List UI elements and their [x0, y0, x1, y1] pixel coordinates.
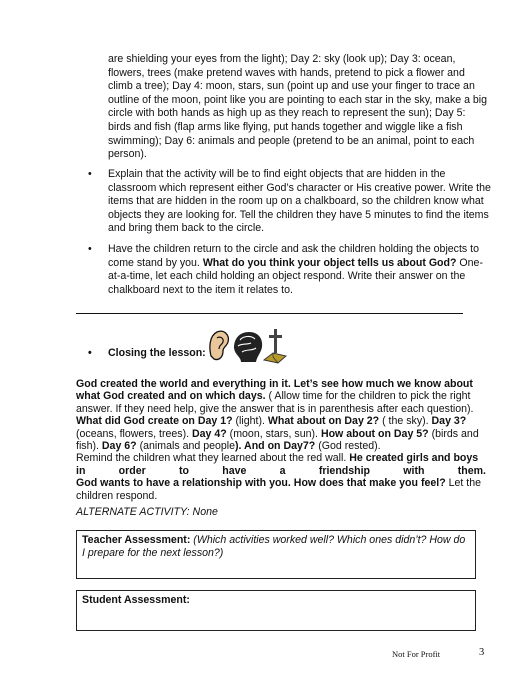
section-divider: [76, 313, 463, 314]
head-thinking-icon: [234, 332, 262, 362]
lesson-text-block: [76, 378, 486, 502]
continuation-paragraph: are shielding your eyes from the light); Day 2: sky (look up); Day 3: ocean, flowers, trees (make pretend waves with hands, pretend to pick a flower and climb a tree); Day 4: moon, stars, sun (point up and use your finger to trace an outline of the moon, point like you are pointing to each star in the sky, make a big circle with both hands as high up as they reach to represent the sun); Day 5: birds and fish (flap arms like flying, put hands together and wiggle like a fish swimming); Day 6: animals and people (pretend to be an animal, point to each person).: [108, 53, 488, 161]
alternate-activity: ALTERNATE ACTIVITY: None: [76, 506, 218, 518]
closing-label: Closing the lesson:: [108, 347, 206, 359]
teacher-assessment-label: Teacher Assessment:: [82, 534, 191, 546]
ear-icon: [210, 331, 229, 359]
bible-cross-icon: [264, 329, 286, 363]
bullet-marker: •: [88, 168, 92, 180]
footer-note: Not For Profit: [392, 649, 441, 659]
bullet-marker: •: [88, 243, 92, 255]
bullet-text: Have the children return to the circle and ask the children holding the objects to come stand by you. What do you think your object tells us about God? One-at-a-time, let each child holding an object respond. Write their answer on the chalkboard next to the item it relates to.: [108, 243, 483, 296]
final-paragraph: God wants to have a relationship with you. How does that make you feel? Let the children respond.: [76, 477, 482, 502]
bullet-text: Explain that the activity will be to find eight objects that are hidden in the classroom which represent either God’s character or His creative power. Write the items that are hidden in the room up on a chalkboard, so the children know what objects they are looking for. Tell the children they have 5 minutes to find the items and bring them back to the circle.: [108, 168, 491, 235]
justified-line: in order to have a friendship with them.: [76, 464, 486, 477]
lesson-paragraph: God created the world and everything in it. Let’s see how much we know about what God created and on which days. ( Allow time for the children to pick the right answer. If they need help, give the answer that is in parenthesis after each question). What did God create on Day 1? (light). What about on Day 2? ( the sky). Day 3? (oceans, flowers, trees). Day 4? (moon, stars, sun). How about on Day 5? (birds and fish). Day 6? (animals and people). And on Day7? (God rested).: [76, 378, 479, 453]
bullet-marker: •: [88, 347, 92, 359]
lesson-icons: [207, 326, 287, 366]
remind-paragraph: Remind the children what they learned about the red wall. He created girls and boys: [76, 452, 479, 465]
teacher-assessment-prompt: (Which activities worked well? Which ones didn’t? How do I prepare for the next lesson?): [82, 534, 466, 560]
student-assessment-box: [76, 590, 476, 631]
teacher-assessment-box: [76, 530, 476, 579]
student-assessment-label: Student Assessment:: [82, 594, 190, 606]
page-number: 3: [479, 647, 485, 658]
question-bold: What do you think your object tells us about God?: [202, 256, 457, 269]
